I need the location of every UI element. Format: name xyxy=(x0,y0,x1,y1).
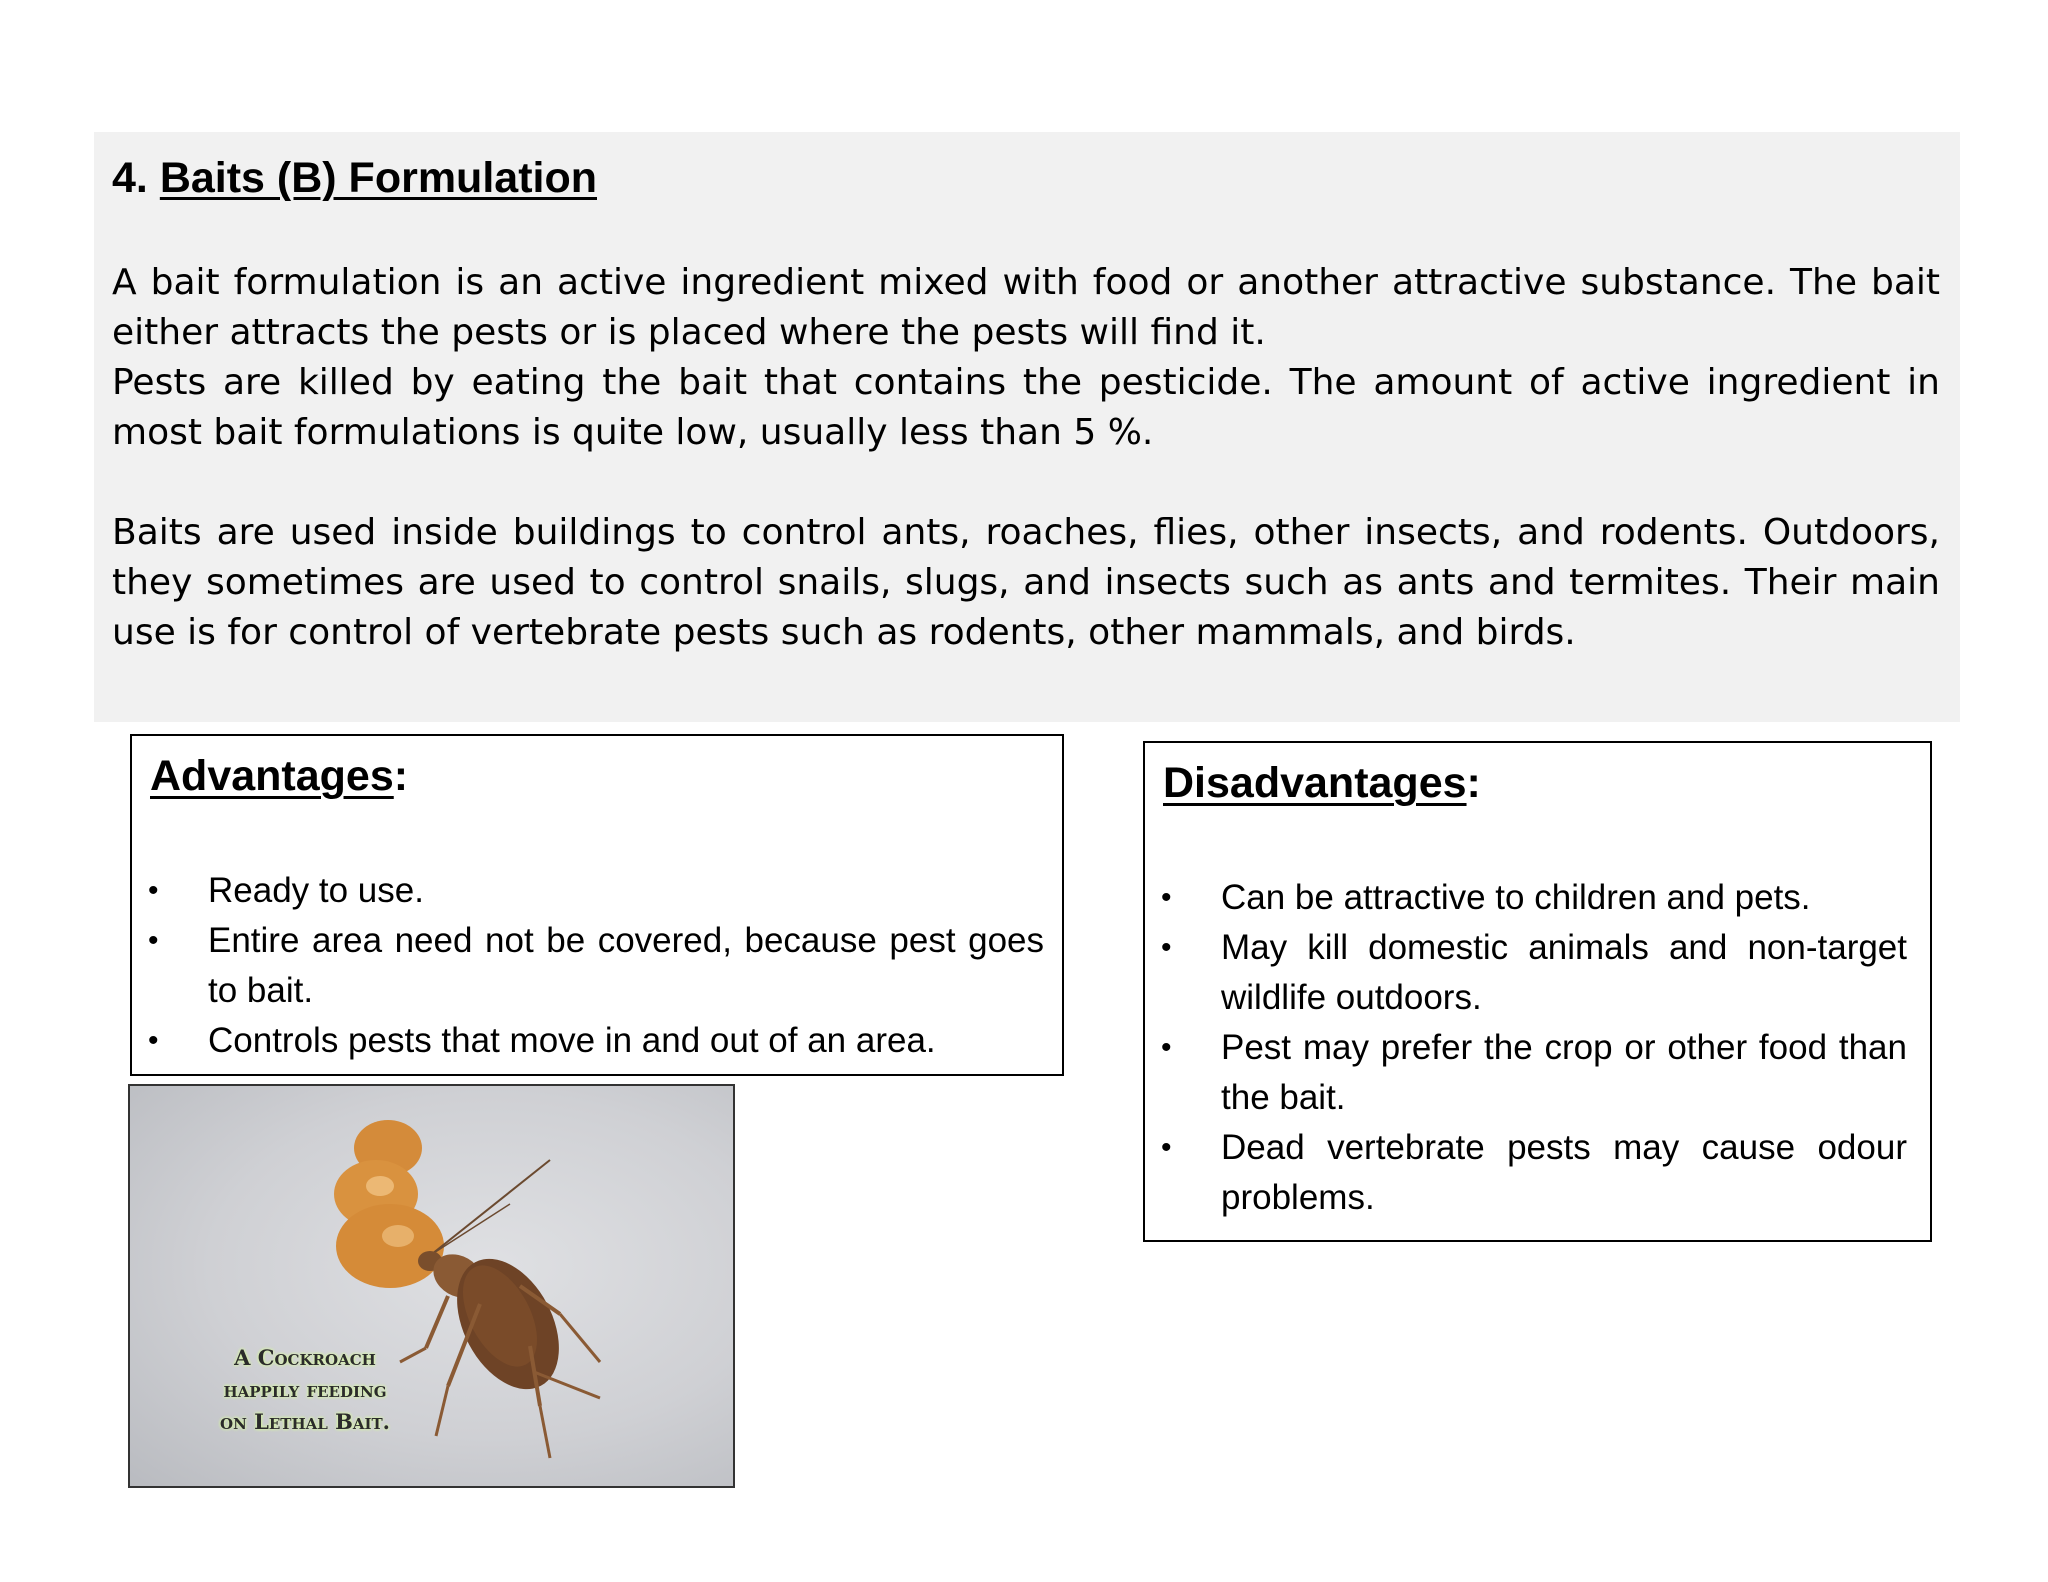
bait-formulation-panel xyxy=(94,132,1960,722)
disadvantages-box xyxy=(1143,741,1932,1242)
list-item xyxy=(132,866,1044,916)
disadvantage-text: Can be attractive to children and pets. xyxy=(1221,878,1811,917)
list-item xyxy=(1145,873,1907,923)
bullet-icon: • xyxy=(1161,1031,1172,1064)
bullet-icon: • xyxy=(148,924,159,957)
advantages-box xyxy=(130,734,1064,1076)
bullet-icon: • xyxy=(1161,881,1172,914)
section-heading xyxy=(112,146,597,210)
list-item xyxy=(132,916,1044,1016)
cockroach-body xyxy=(400,1160,600,1458)
disadvantages-heading: Disadvantages: xyxy=(1163,759,1481,807)
intro-paragraph: A bait formulation is an active ingredient mixed with food or another attractive substance. The bait either attracts the pests or is placed where the pests will find it. xyxy=(112,262,1940,353)
caption-line: A Cockroach xyxy=(234,1345,376,1370)
advantages-list xyxy=(132,866,1044,1066)
disadvantage-text: Dead vertebrate pests may cause odour problems. xyxy=(1221,1128,1907,1217)
disadvantage-text: Pest may prefer the crop or other food than the bait. xyxy=(1221,1028,1907,1117)
cockroach-bait-photo xyxy=(128,1084,735,1488)
photo-caption xyxy=(180,1342,430,1438)
disadvantage-text: May kill domestic animals and non-target wildlife outdoors. xyxy=(1221,928,1907,1017)
usage-paragraph: Baits are used inside buildings to control ants, roaches, flies, other insects, and rodents. Outdoors, they sometimes are used to control snails, slugs, and insects such as ants and termites. Their main use is for control of vertebrate pests such as rodents, other mammals, and birds. xyxy=(112,512,1940,653)
advantages-title: Advantages xyxy=(150,752,394,800)
list-item xyxy=(1145,1123,1907,1223)
section-number: 4. xyxy=(112,154,148,202)
disadvantages-list xyxy=(1145,873,1907,1223)
advantage-text: Ready to use. xyxy=(208,871,424,910)
bullet-icon: • xyxy=(1161,1131,1172,1164)
list-item xyxy=(132,1016,1044,1066)
advantages-heading: Advantages: xyxy=(150,752,409,800)
caption-line: on Lethal Bait. xyxy=(220,1409,390,1434)
list-item xyxy=(1145,923,1907,1023)
list-item xyxy=(1145,1023,1907,1123)
bullet-icon: • xyxy=(148,1024,159,1057)
bullet-icon: • xyxy=(1161,931,1172,964)
section-title: Baits (B) Formulation xyxy=(159,154,597,202)
advantage-text: Controls pests that move in and out of an area. xyxy=(208,1021,936,1060)
advantage-text: Entire area need not be covered, because pest goes to bait. xyxy=(208,921,1044,1010)
bullet-icon: • xyxy=(148,874,159,907)
active-ingredient-paragraph: Pests are killed by eating the bait that contains the pesticide. The amount of active ingredient in most bait formulations is quite low, usually less than 5 %. xyxy=(112,362,1940,453)
disadvantages-title: Disadvantages xyxy=(1163,759,1467,807)
caption-line: happily feeding xyxy=(223,1377,387,1402)
